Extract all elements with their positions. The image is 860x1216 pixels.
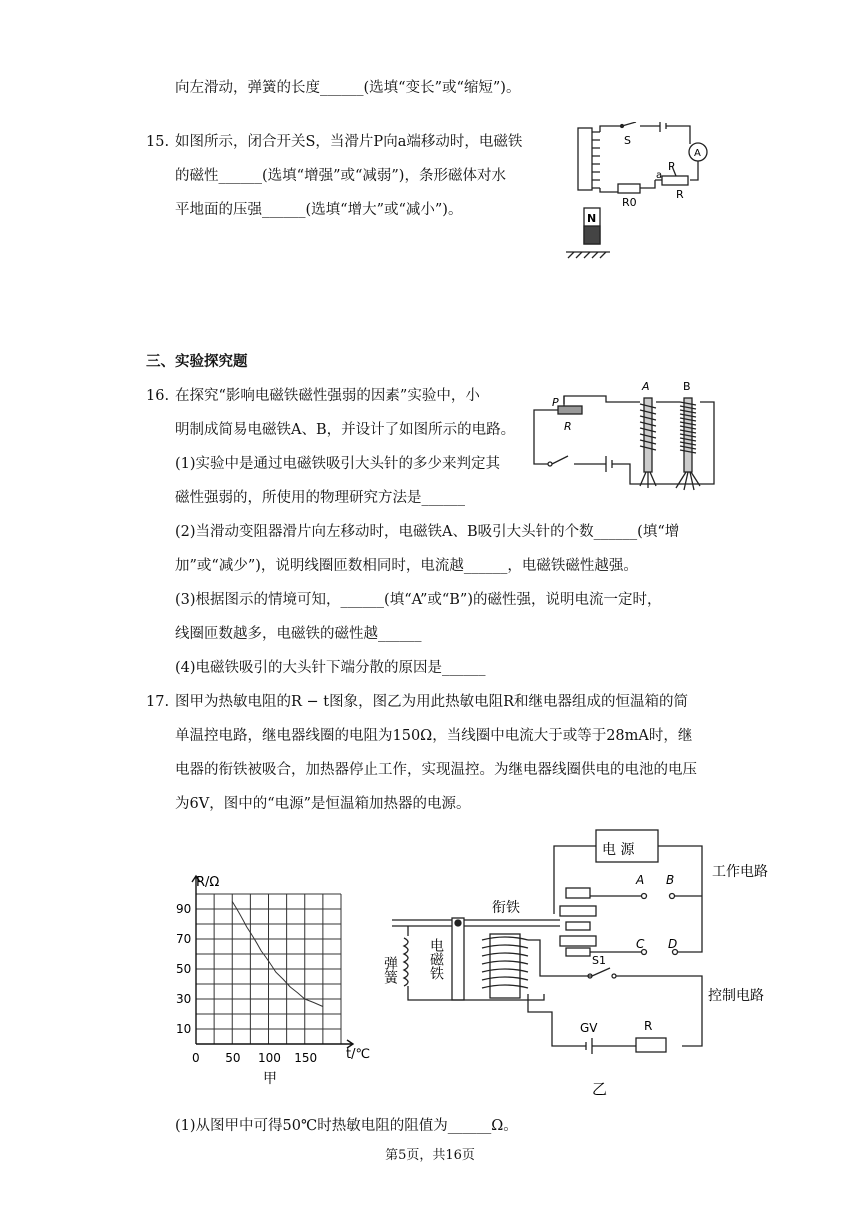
q17-line-4: 为6V，图中的“电源”是恒温箱加热器的电源。 bbox=[175, 796, 471, 812]
q15-line-2: 的磁性______(选填“增强”或“减弱”)，条形磁体对水 bbox=[175, 168, 506, 184]
q15-fig-label-a: a bbox=[656, 170, 663, 181]
fig-electromagnet: 电磁铁 bbox=[428, 938, 444, 980]
x-tick-label: 50 bbox=[225, 1051, 241, 1065]
q17-line-3: 电器的衔铁被吸合，加热器停止工作，实现温控。为继电器线圈供电的电池的电压 bbox=[175, 762, 697, 778]
chart-caption: 甲 bbox=[263, 1071, 277, 1087]
q14-line-end: 向左滑动，弹簧的长度______(选填“变长”或“缩短”)。 bbox=[175, 80, 521, 96]
fig-control-circuit: 控制电路 bbox=[708, 988, 764, 1004]
fig-power-source: 电 源 bbox=[602, 842, 635, 858]
fig-contact-a: A bbox=[636, 873, 645, 887]
fig-caption: 乙 bbox=[592, 1080, 608, 1098]
q15-fig-label-p: P bbox=[668, 160, 675, 173]
y-tick-label: 10 bbox=[176, 1022, 192, 1036]
q17-line-2: 单温控电路，继电器线圈的电阻为150Ω，当线圈中电流大于或等于28mA时，继 bbox=[175, 728, 693, 744]
q17-line-1: 图甲为热敏电阻的R − t图象，图乙为用此热敏电阻R和继电器组成的恒温箱的简 bbox=[175, 694, 689, 710]
y-tick-label: 90 bbox=[176, 902, 192, 916]
q16-line-2: 明制成简易电磁铁A、B，并设计了如图所示的电路。 bbox=[175, 422, 516, 438]
x-tick-label: 100 bbox=[258, 1051, 281, 1065]
q16-line-1: 在探究“影响电磁铁磁性强弱的因素”实验中，小 bbox=[175, 388, 480, 404]
fig-contact-d: D bbox=[668, 937, 678, 951]
y-tick-label: 50 bbox=[176, 962, 192, 976]
fig-contact-c: C bbox=[636, 937, 645, 951]
q15-figure bbox=[560, 122, 720, 267]
fig-work-circuit: 工作电路 bbox=[712, 864, 768, 880]
q16-fig-label-p: P bbox=[552, 396, 559, 409]
q16-fig-label-r: R bbox=[564, 420, 572, 433]
fig-resistor-label: R bbox=[644, 1019, 653, 1033]
q15-line-1: 如图所示，闭合开关S，当滑片P向a端移动时，电磁铁 bbox=[175, 134, 523, 150]
fig-switch-label: S1 bbox=[592, 954, 606, 967]
q15-fig-label-r0: R0 bbox=[622, 196, 637, 209]
page-footer: 第5页，共16页 bbox=[385, 1148, 475, 1163]
fig-battery-label: GV bbox=[580, 1021, 598, 1035]
q16-line-5: (2)当滑动变阻器滑片向左移动时，电磁铁A、B吸引大头针的个数______(填“增 bbox=[175, 524, 680, 540]
fig-contact-b: B bbox=[666, 873, 675, 887]
q16-figure bbox=[528, 376, 716, 492]
q16-line-3: (1)实验中是通过电磁铁吸引大头针的多少来判定其 bbox=[175, 456, 501, 472]
q15-number: 15. bbox=[146, 134, 170, 150]
x-tick-label: 150 bbox=[294, 1051, 318, 1065]
q16-line-8: 线圈匝数越多，电磁铁的磁性越______ bbox=[175, 626, 422, 642]
chart-axes bbox=[192, 876, 353, 1048]
q16-fig-label-b: B bbox=[683, 380, 691, 393]
q16-number: 16. bbox=[146, 388, 170, 404]
q16-line-6: 加”或“减少”)，说明线圈匝数相同时，电流越______，电磁铁磁性越强。 bbox=[175, 558, 638, 574]
q16-line-7: (3)根据图示的情境可知，______(填“A”或“B”)的磁性强，说明电流一定时， bbox=[175, 592, 662, 608]
q15-line-3: 平地面的压强______(选填“增大”或“减小”)。 bbox=[175, 202, 463, 218]
q16-line-9: (4)电磁铁吸引的大头针下端分散的原因是______ bbox=[175, 660, 486, 676]
q17-number: 17. bbox=[146, 694, 170, 710]
fig-armature: 衔铁 bbox=[492, 900, 520, 916]
q15-fig-label-r: R bbox=[676, 188, 684, 201]
q16-line-4: 磁性强弱的，所使用的物理研究方法是______ bbox=[175, 490, 465, 506]
chart-ylabel: R/Ω bbox=[196, 875, 220, 890]
y-tick-label: 70 bbox=[176, 932, 192, 946]
r-t-chart bbox=[160, 868, 385, 1093]
y-tick-label: 30 bbox=[176, 992, 192, 1006]
q15-fig-label-s: S bbox=[624, 134, 631, 147]
q15-fig-label-n: N bbox=[587, 212, 597, 225]
q15-fig-label-ammeter: A bbox=[694, 148, 701, 159]
section-title: 三、实验探究题 bbox=[146, 354, 248, 370]
q16-fig-label-a: A bbox=[642, 380, 650, 393]
fig-spring: 弹簧 bbox=[382, 956, 398, 984]
q17-sub-1: (1)从图甲中可得50℃时热敏电阻的阻值为______Ω。 bbox=[175, 1118, 518, 1134]
chart-xlabel: t/℃ bbox=[346, 1047, 371, 1062]
relay-circuit-figure bbox=[382, 826, 782, 1106]
x-tick-label: 0 bbox=[192, 1051, 200, 1065]
